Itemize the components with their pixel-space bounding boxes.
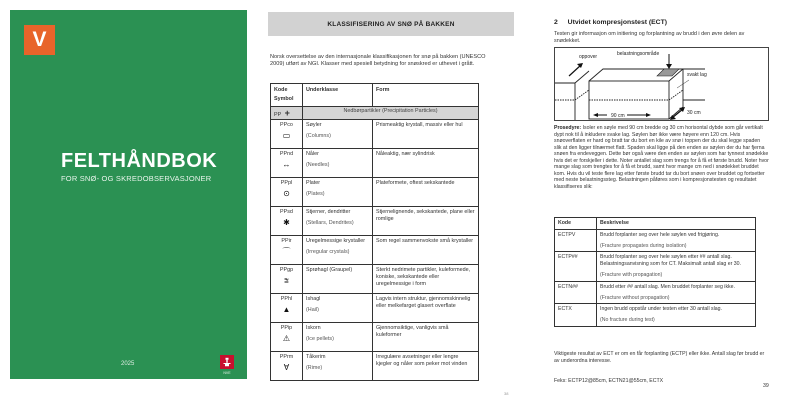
- procedure-text: [554, 125, 769, 190]
- nve-logo-icon: [220, 355, 234, 369]
- header-subclass: Underklasse: [303, 84, 373, 107]
- row-subclass-en: (Columns): [306, 133, 331, 140]
- table-row: [555, 229, 756, 252]
- row-form: Plateformete, oftest sekskantede: [373, 178, 479, 207]
- needles-symbol-icon: ↔: [282, 160, 291, 170]
- section-intro: Testen gir informasjon om initiering og forplantning av brudd i den øvre delen av snødekket.: [554, 31, 745, 44]
- book-cover: [10, 10, 247, 379]
- cover-title: FELTHÅNDBOK: [61, 150, 218, 172]
- label-weak-layer: svakt lag: [687, 72, 707, 78]
- row-subclass: Stjerner, dendritter: [306, 209, 351, 215]
- group-row-pp: [271, 107, 479, 120]
- row-description: Ingen brudd oppstår under testen etter 30 antall slag.: [600, 306, 722, 313]
- row-subclass: Tåkerim: [306, 354, 326, 360]
- row-form: Som regel sammenvokste små krystaller: [373, 236, 479, 265]
- page-header: KLASSIFISERING AV SNØ PÅ BAKKEN: [268, 12, 514, 36]
- group-label: Nedbørpartikler (Precipitation Particles): [303, 107, 479, 120]
- row-subclass: Nåler: [306, 151, 319, 157]
- label-width: 90 cm: [611, 113, 625, 119]
- row-code: PPco: [280, 122, 293, 128]
- row-subclass-en: (Stellars, Dendrites): [306, 220, 354, 227]
- row-description: Brudd forplanter seg over hele søylen etter ## antall slag. Belastningsanvisning som for CT. Maksimalt antall slag er 30.: [600, 254, 741, 268]
- page-number: 38: [504, 391, 509, 396]
- procedure-body: Isoler en søyle med 90 cm bredde og 30 cm horisontal dybde som går vertikalt dypt nok til å inkludere svake lag. Søylen bør ikke være høyere enn 120 cm. Hvis snøoverflaten er hard og bratt tar du bort en kile av snø i toppen der du skal legge spaden slik at den ligger tilnærmet flatt. Spaden skal ligge på den enden av søylen der du har fjerna snøen fra endeveggen. Dette bør også være den enden av søylen som har tynnest snødekke hvis det er forskjeller i dette. Noter antallet slag som trengs for å få et første brudd. Noter hvor mange slag som trengtes for å få et brudd, samt hvor mange cm ned i snødekket bruddet kom. Hvis du vil teste flere lag etter første brudd tar du bort snøen over bruddet og fortsetter med neste belastningssteg. Belastningen påføres som i kompresjonstesten og resultatet klassifiseres slik:: [554, 125, 769, 190]
- plates-symbol-icon: ⊙: [283, 189, 290, 199]
- label-up: oppover: [579, 54, 598, 60]
- section-title: [554, 19, 667, 26]
- row-form: Sterkt nedrimete partikler, kuleformede, koniske, sekskantede eller uregelmessige i form: [373, 265, 479, 294]
- section-number: 2: [554, 19, 558, 26]
- ect-note: Viktigeste resultat av ECT er om en får forplanting (ECTP) eller ikke. Antall slag før brudd er av underordna interesse.: [554, 351, 765, 364]
- row-code: PPrm: [279, 354, 294, 360]
- table-row: [271, 120, 479, 149]
- ect-example: Feks: ECTP12@85cm, ECTN21@55cm, ECTX: [554, 378, 664, 384]
- stellar-symbol-icon: ✱: [283, 218, 290, 228]
- row-form: Lagvis intern struktur, gjennomskinnelig eller melkefarget glasert overflate: [373, 294, 479, 323]
- snow-classification-table: [270, 83, 479, 381]
- row-subclass: Ishagl: [306, 296, 321, 302]
- hail-symbol-icon: ▲: [282, 305, 291, 315]
- row-code: ECTX: [555, 304, 597, 327]
- table-row: [555, 252, 756, 281]
- row-subclass-en: (Irregular crystals): [306, 249, 350, 256]
- cover-year: 2025: [121, 361, 135, 367]
- header-form: Form: [373, 84, 479, 107]
- row-description-en: (Fracture with propagation): [600, 271, 663, 278]
- label-depth: 30 cm: [687, 110, 701, 116]
- header-code: Kode: [555, 218, 597, 230]
- table-row: [555, 304, 756, 327]
- row-code: PPhl: [280, 296, 293, 302]
- columns-symbol-icon: ▭: [282, 131, 291, 141]
- table-row: [271, 149, 479, 178]
- row-subclass: Søyler: [306, 122, 322, 128]
- row-form: Irregulære avsetninger eller lengre kjegler og nåler som peker mot vinden: [373, 352, 479, 381]
- intro-text: Norsk oversettelse av den internasjonale klassifikasjonen for snø på bakken (UNESCO 2009) utført av NGI. Klasser med spesiell betydning for snøskred er uthevet i grått.: [270, 54, 486, 68]
- table-row: [271, 265, 479, 294]
- table-row: [271, 178, 479, 207]
- row-subclass-en: (Needles): [306, 162, 330, 169]
- cover-subtitle: FOR SNØ- OG SKREDOBSERVASJONER: [61, 174, 212, 183]
- row-code: PPnd: [279, 151, 294, 157]
- table-row: [271, 323, 479, 352]
- table-row: [271, 236, 479, 265]
- nve-label: NVE: [223, 371, 231, 375]
- table-row: [555, 281, 756, 304]
- group-code: PP: [274, 112, 282, 118]
- row-code: PPsd: [280, 209, 293, 215]
- row-subclass-en: (Hail): [306, 307, 319, 314]
- ice-pellets-symbol-icon: ⚠: [282, 334, 291, 344]
- irregular-symbol-icon: ⌒: [282, 247, 291, 257]
- row-description-en: (No fracture during test): [600, 317, 655, 324]
- row-subclass: Sprøhagl (Graupel): [306, 267, 353, 273]
- row-description-en: (Fracture without propagation): [600, 294, 670, 301]
- row-code: PPip: [280, 325, 293, 331]
- snow-column-diagram-icon: [555, 48, 769, 121]
- row-code: PPgp: [279, 267, 294, 273]
- row-subclass-en: (Plates): [306, 191, 325, 198]
- row-code: ECTP##: [555, 252, 597, 281]
- table-row: [271, 294, 479, 323]
- row-code: ECTPV: [555, 229, 597, 252]
- header-description: Beskrivelse: [597, 218, 756, 230]
- ect-results-table: [554, 217, 756, 327]
- row-code: PPir: [281, 238, 292, 244]
- label-load-area: belastningsområde: [617, 51, 660, 57]
- row-code: ECTN##: [555, 281, 597, 304]
- row-form: Gjennomsiktige, vanligvis små kuleformer: [373, 323, 479, 352]
- table-row: [271, 352, 479, 381]
- row-description: Brudd forplanter seg over hele søylen ved frigjøring.: [600, 231, 720, 238]
- graupel-symbol-icon: ⩰: [284, 276, 289, 286]
- row-subclass: Iskorn: [306, 325, 321, 331]
- row-code: PPpl: [280, 180, 293, 186]
- row-form: Prismeaktig krystall, massiv eller hul: [373, 120, 479, 149]
- section-title-text: Utvidet kompresjonstest (ECT): [567, 19, 667, 26]
- plus-symbol-icon: +: [284, 108, 290, 118]
- table-row: [271, 207, 479, 236]
- logo-letter: V: [32, 28, 47, 51]
- row-form: Stjernelignende, sekskantede, plane eller romlige: [373, 207, 479, 236]
- table-header-row: [271, 84, 479, 107]
- row-form: Nåleaktig, nær sylindrisk: [373, 149, 479, 178]
- row-description: Brudd etter ## antall slag. Men bruddet forplanter seg ikke.: [600, 283, 735, 290]
- procedure-label: Prosedyre:: [554, 125, 582, 131]
- ect-diagram: [554, 47, 769, 121]
- row-subclass-en: (Ice pellets): [306, 336, 334, 343]
- table-header-row: [555, 218, 756, 230]
- row-subclass: Plater: [306, 180, 321, 186]
- varsom-logo: [24, 25, 55, 55]
- header-code-symbol: Kode Symbol: [271, 84, 303, 107]
- row-subclass-en: (Rime): [306, 365, 323, 372]
- row-description-en: (Fracture propagates during isolation): [600, 242, 687, 249]
- rime-symbol-icon: ∀: [283, 363, 290, 373]
- page-number: 39: [763, 383, 769, 389]
- row-subclass: Uregelmessige krystaller: [306, 238, 366, 244]
